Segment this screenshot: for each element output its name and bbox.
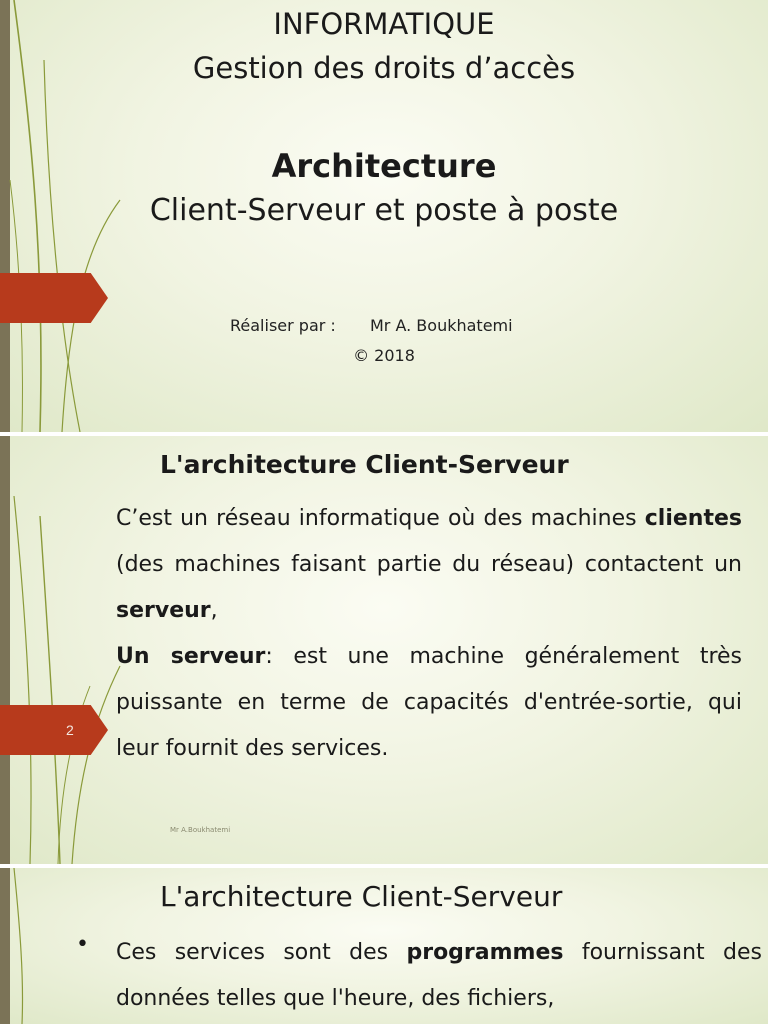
copyright: © 2018 — [353, 346, 415, 365]
s3-text-a: Ces services sont des — [116, 940, 407, 965]
slide-2-body — [116, 496, 742, 772]
slide-3-body — [116, 930, 762, 1022]
p1-bold-clientes: clientes — [644, 506, 742, 531]
p2-bold-un-serveur: Un serveur — [116, 644, 266, 669]
p1-text-c: (des machines faisant partie du réseau) contactent un — [116, 552, 742, 577]
subheading: Client-Serveur et poste à poste — [149, 193, 619, 228]
s3-bold-programmes: programmes — [406, 940, 564, 965]
bullet-icon: • — [76, 932, 89, 957]
slide-footer: Mr A.Boukhatemi — [170, 826, 231, 834]
author-name: Mr A. Boukhatemi — [370, 316, 513, 335]
p1-text-a: C’est un réseau informatique où des machines — [116, 506, 645, 531]
author-label: Réaliser par : — [230, 316, 336, 335]
title-line-2: Gestion des droits d’accès — [192, 51, 576, 85]
heading: Architecture — [271, 147, 497, 185]
slide-1 — [0, 0, 768, 432]
p2-text: : est une machine généralement très puissante en terme de capacités d'entrée-sortie, qui leur fournit des services. — [116, 644, 743, 761]
s3-text-c: fournissant des données telles que l'heure, des fichiers, — [116, 940, 762, 1011]
slide-arrow-marker — [0, 273, 108, 323]
title-line-1: INFORMATIQUE — [273, 7, 495, 41]
author-line — [230, 316, 513, 335]
slide-3-title: L'architecture Client-Serveur — [160, 880, 563, 913]
page-number: 2 — [66, 722, 74, 738]
p1-text-e: , — [210, 598, 218, 623]
p1-bold-serveur: serveur — [116, 598, 211, 623]
slide-2-title: L'architecture Client-Serveur — [160, 450, 569, 479]
